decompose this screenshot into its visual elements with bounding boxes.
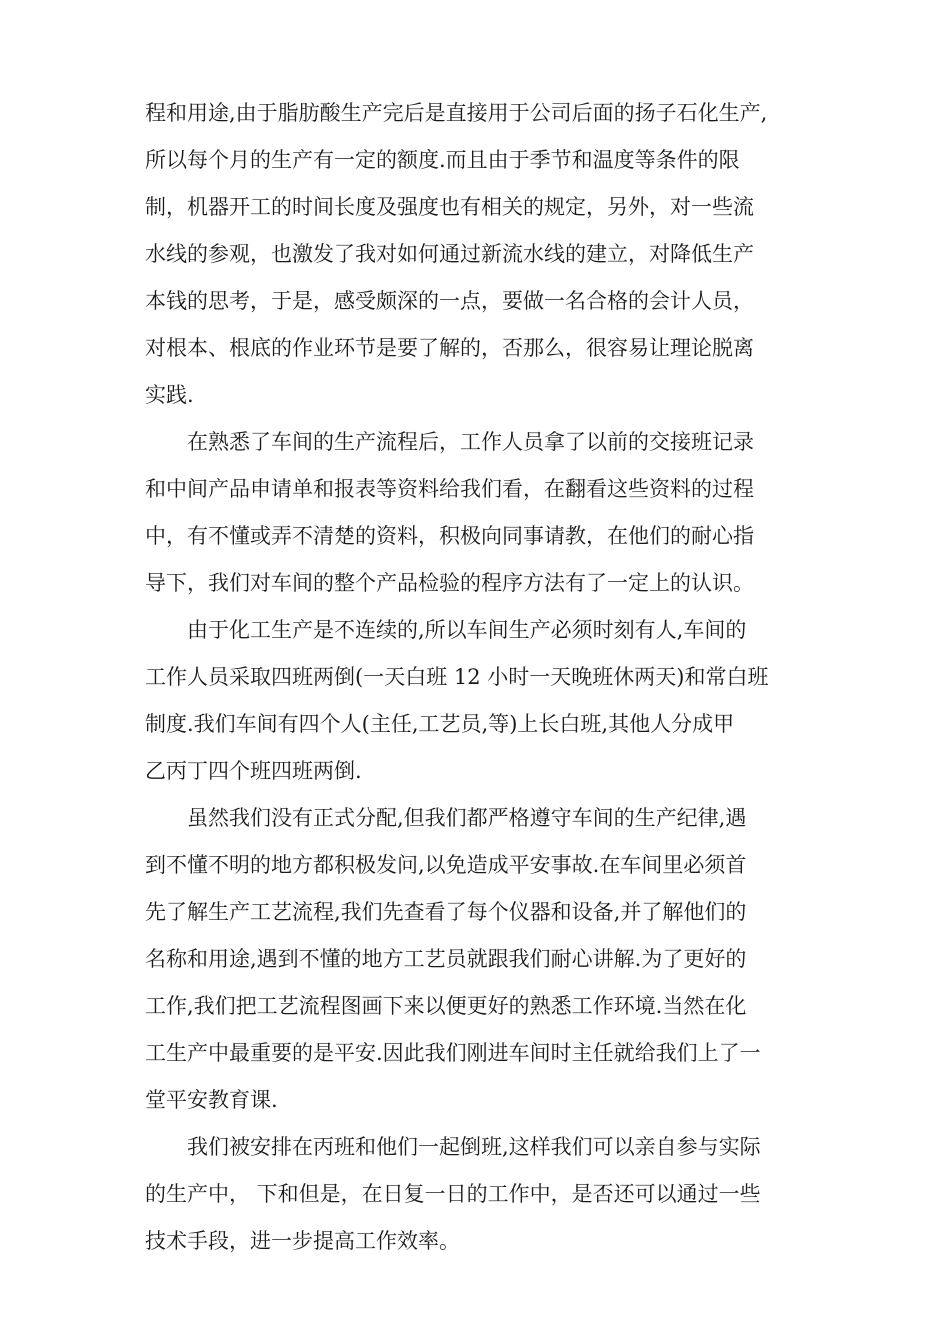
text-line: 所以每个月的生产有一定的额度.而且由于季节和温度等条件的限 <box>145 148 740 172</box>
text-line: 和中间产品申请单和报表等资料给我们看，在翻看这些资料的过程 <box>145 477 754 501</box>
text-line: 我们被安排在丙班和他们一起倒班,这样我们可以亲自参与实际 <box>187 1135 761 1159</box>
paragraph <box>145 607 825 795</box>
paragraph <box>145 795 825 1124</box>
text-line: 水线的参观，也激发了我对如何通过新流水线的建立，对降低生产 <box>145 242 754 266</box>
text-line: 的生产中， 下和但是，在日复一日的工作中，是否还可以通过一些 <box>145 1182 761 1206</box>
text-line: 工作人员采取四班两倒(一天白班 12 小时一天晚班休两天)和常白班 <box>145 665 769 689</box>
text-line: 程和用途,由于脂肪酸生产完后是直接用于公司后面的扬子石化生产, <box>145 101 768 125</box>
text-line: 在熟悉了车间的生产流程后，工作人员拿了以前的交接班记录 <box>187 430 754 454</box>
text-line: 制度.我们车间有四个人(主任,工艺员,等)上长白班,其他人分成甲 <box>145 712 735 736</box>
paragraph <box>145 90 825 419</box>
paragraph <box>145 1124 825 1265</box>
text-line: 由于化工生产是不连续的,所以车间生产必须时刻有人,车间的 <box>187 618 747 642</box>
text-line: 导下，我们对车间的整个产品检验的程序方法有了一定上的认识。 <box>145 571 754 595</box>
text-line: 实践. <box>145 383 194 407</box>
text-line: 中，有不懂或弄不清楚的资料，积极向同事请教，在他们的耐心指 <box>145 524 754 548</box>
paragraph <box>145 419 825 607</box>
text-line: 制，机器开工的时间长度及强度也有相关的规定，另外，对一些流 <box>145 195 754 219</box>
text-line: 虽然我们没有正式分配,但我们都严格遵守车间的生产纪律,遇 <box>187 806 747 830</box>
text-line: 乙丙丁四个班四班两倒. <box>145 759 362 783</box>
text-line: 工生产中最重要的是平安.因此我们刚进车间时主任就给我们上了一 <box>145 1041 761 1065</box>
text-line: 名称和用途,遇到不懂的地方工艺员就跟我们耐心讲解.为了更好的 <box>145 947 747 971</box>
text-line: 工作,我们把工艺流程图画下来以便更好的熟悉工作环境.当然在化 <box>145 994 747 1018</box>
text-line: 先了解生产工艺流程,我们先查看了每个仪器和设备,并了解他们的 <box>145 900 747 924</box>
text-line: 到不懂不明的地方都积极发问,以免造成平安事故.在车间里必须首 <box>145 853 747 877</box>
text-line: 对根本、根底的作业环节是要了解的，否那么，很容易让理论脱离 <box>145 336 754 360</box>
text-line: 本钱的思考，于是，感受颇深的一点，要做一名合格的会计人员， <box>145 289 754 313</box>
text-line: 技术手段，进一步提高工作效率。 <box>145 1229 460 1253</box>
text-line: 堂平安教育课. <box>145 1088 278 1112</box>
document-body <box>145 90 825 1265</box>
